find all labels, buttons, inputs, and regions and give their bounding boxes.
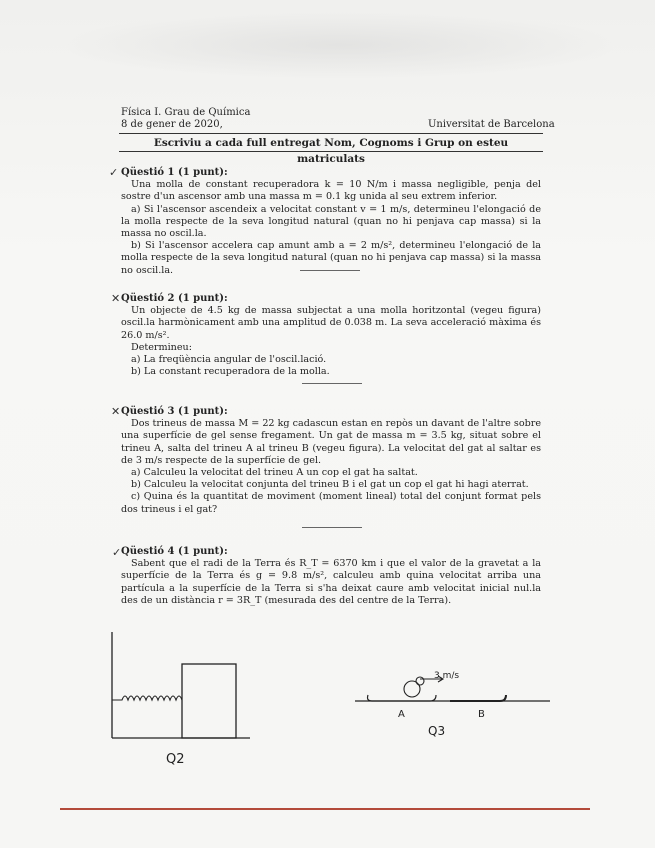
question-1-part-a: a) Si l'ascensor ascendeix a velocitat constant v = 1 m/s, determineu l'elongació de la molla respecte de la seva longitud natural (quan no hi penjava cap massa) si la massa no oscil.la. [121,203,541,240]
q2-figure-label: Q2 [166,752,185,767]
question-3-intro: Dos trineus de massa M = 22 kg cadascun estan en repòs un davant de l'altre sobre una superfície de gel sense fregament. Un gat de massa m = 3.5 kg, situat sobre el trineu A, salta del trineu A al trineu B (vegeu figura). La velocitat del gat al saltar es de 3 m/s respecte de la superfície de gel. [121,418,541,466]
scan-shadow [60,10,620,80]
speed-label: 3 m/s [434,671,460,681]
check-mark-q4: ✓ [112,546,122,559]
sled-a [368,695,437,701]
question-3-title: Qüestió 3 (1 punt): [121,406,228,417]
cat-icon [404,681,420,697]
course-name: Física I. Grau de Química [121,107,251,118]
question-1-part-b: b) Si l'ascensor accelera cap amunt amb a = 2 m/s², determineu l'elongació de la molla respecte de la seva longitud natural (quan no hi penjava cap massa) si la massa no oscil.la. [121,240,541,276]
question-4-text: Sabent que el radi de la Terra és R_T = 6370 km i que el valor de la gravetat a la superfície de la Terra és g = 9.8 m/s², calculeu amb quina velocitat arriba una partícula a la superfície de la Terra si s'ha deixat caure amb velocitat inicial nul.la des de un distància r = 3R_T (mesurada des del centre de la Terra). [121,558,541,606]
question-3-part-c: c) Quina és la quantitat de moviment (moment lineal) total del conjunt format pels dos trineus i el gat? [121,491,541,515]
question-2-part-b: b) La constant recuperadora de la molla. [131,366,330,378]
q3-figure-label: Q3 [428,724,446,738]
question-4-title: Qüestió 4 (1 punt): [121,546,228,557]
question-3 [121,406,541,516]
question-4 [121,546,541,607]
cross-mark-q3: ✕ [111,405,121,418]
figure-q3 [350,665,560,745]
sled-a-label: A [398,709,405,720]
question-2-determine: Determineu: [131,341,192,353]
question-3-part-a: a) Calculeu la velocitat del trineu A un cop el gat ha saltat. [131,467,418,479]
question-2-title: Qüestió 2 (1 punt): [121,293,228,304]
instructions-banner: Escriviu a cada full entregat Nom, Cognoms i Grup on esteu matriculats [119,135,543,152]
exam-date: 8 de gener de 2020, [121,119,223,130]
question-1-title: Qüestió 1 (1 punt): [121,167,228,178]
question-2-part-a: a) La freqüència angular de l'oscil.lació. [131,354,327,366]
question-2-intro: Un objecte de 4.5 kg de massa subjectat a una molla horitzontal (vegeu figura) oscil.la harmònicament amb una amplitud de 0.038 m. La seva acceleració màxima és 26.0 m/s². [121,305,541,341]
separator [302,527,362,528]
cross-mark-q2: ✕ [111,292,121,305]
sled-b [450,695,506,701]
cat-head-icon [416,677,424,685]
figure-q2 [100,628,260,778]
university-name: Universitat de Barcelona [428,119,555,130]
separator [302,383,362,384]
question-2 [121,293,541,378]
header-left [121,107,250,131]
page-bottom-edge [60,808,590,810]
sled-b-label: B [478,709,485,720]
block-mass [182,664,236,738]
question-1 [121,167,541,277]
spring-icon [112,696,182,700]
question-1-intro: Una molla de constant recuperadora k = 10 N/m i massa negligible, penja del sostre d'un ascensor amb una massa m = 0.1 kg unida al seu extrem inferior. [121,179,541,203]
check-mark-q1: ✓ [109,166,119,179]
separator [300,270,360,271]
header-rule [119,133,543,134]
question-3-part-b: b) Calculeu la velocitat conjunta del trineu B i el gat un cop el gat hi hagi aterrat. [131,479,529,491]
